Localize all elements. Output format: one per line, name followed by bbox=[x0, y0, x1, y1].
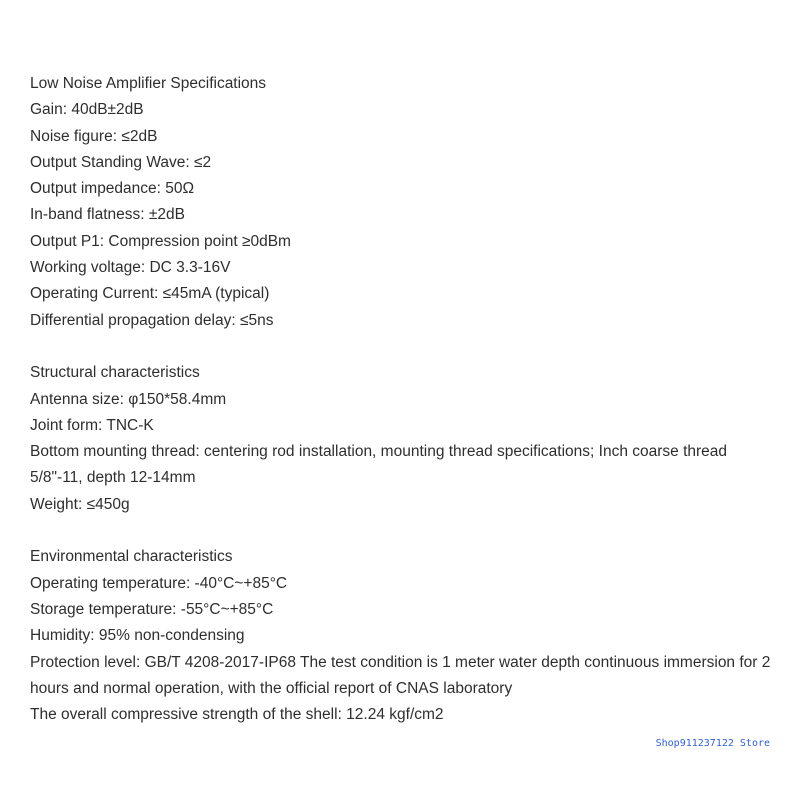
section-environmental bbox=[30, 544, 780, 728]
specifications-text bbox=[30, 71, 780, 728]
spec-output-standing-wave: Output Standing Wave: ≤2 bbox=[30, 153, 212, 171]
spec-joint-form: Joint form: TNC-K bbox=[30, 416, 154, 434]
spec-output-impedance: Output impedance: 50Ω bbox=[30, 180, 195, 198]
spec-in-band-flatness: In-band flatness: ±2dB bbox=[30, 206, 185, 224]
spec-output-p1: Output P1: Compression point ≥0dBm bbox=[30, 232, 291, 250]
spec-operating-current: Operating Current: ≤45mA (typical) bbox=[30, 285, 270, 303]
spec-operating-temperature: Operating temperature: -40°C~+85°C bbox=[30, 574, 288, 592]
spec-gain: Gain: 40dB±2dB bbox=[30, 101, 144, 119]
section-heading: Low Noise Amplifier Specifications bbox=[30, 75, 267, 92]
spec-mounting-thread: Bottom mounting thread: centering rod installation, mounting thread specifications; Inch coarse thread 5/8"-11, depth 12-14mm bbox=[30, 443, 728, 487]
spec-humidity: Humidity: 95% non-condensing bbox=[30, 627, 245, 645]
spec-working-voltage: Working voltage: DC 3.3-16V bbox=[30, 259, 231, 277]
spec-storage-temperature: Storage temperature: -55°C~+85°C bbox=[30, 600, 274, 618]
section-heading: Structural characteristics bbox=[30, 364, 200, 382]
spec-antenna-size: Antenna size: φ150*58.4mm bbox=[30, 390, 227, 408]
section-heading: Environmental characteristics bbox=[30, 548, 233, 566]
spec-compressive-strength: The overall compressive strength of the shell: 12.24 kgf/cm2 bbox=[30, 706, 444, 724]
spec-propagation-delay: Differential propagation delay: ≤5ns bbox=[30, 311, 274, 329]
store-watermark: Shop911237122 Store bbox=[655, 738, 770, 749]
spec-noise-figure: Noise figure: ≤2dB bbox=[30, 127, 158, 145]
section-amplifier-specs bbox=[30, 71, 780, 334]
spec-weight: Weight: ≤450g bbox=[30, 495, 130, 513]
spec-protection-level: Protection level: GB/T 4208-2017-IP68 The test condition is 1 meter water depth continuous immersion for 2 hours and normal operation, with the official report of CNAS laboratory bbox=[30, 653, 771, 697]
section-structural bbox=[30, 360, 780, 518]
